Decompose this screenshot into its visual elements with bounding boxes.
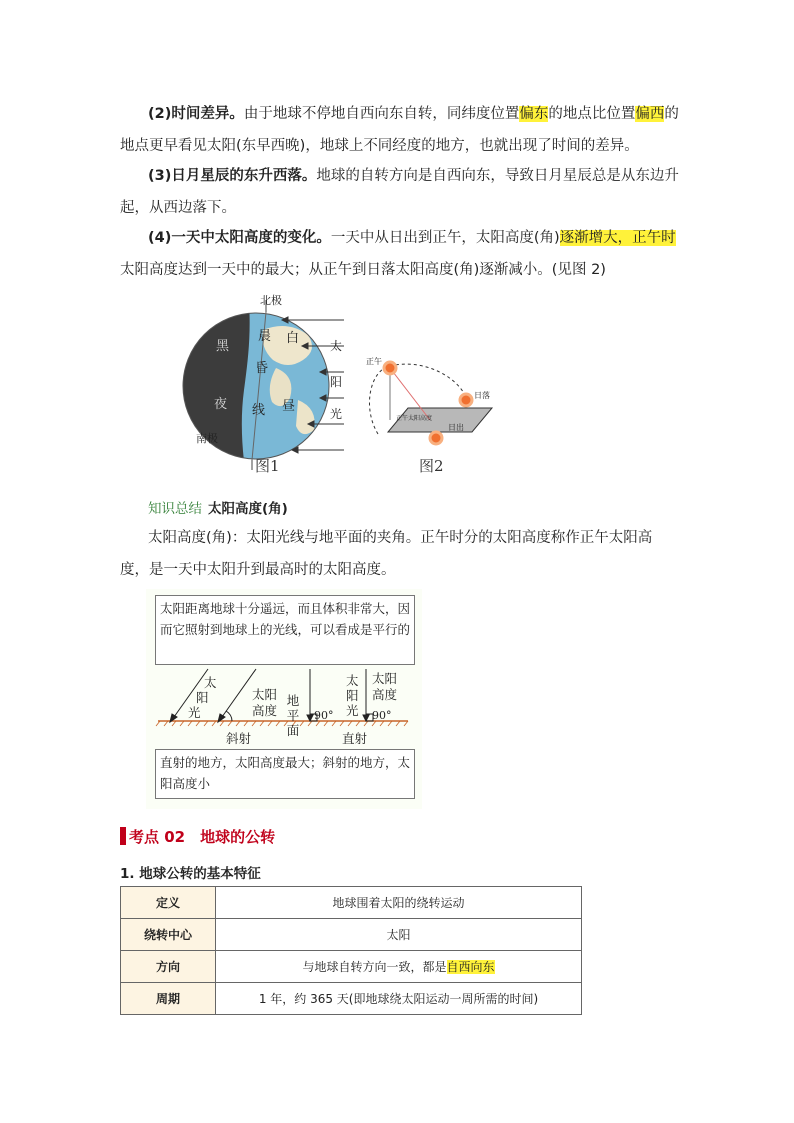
fig1-sun-char-3: 光: [330, 407, 343, 421]
direction-prefix: 与地球自转方向一致，都是: [302, 960, 447, 974]
highlight-increase: 逐渐增大，正午时: [559, 230, 676, 246]
diagram-right-sunlight-char-2: 阳: [346, 688, 359, 703]
fig1-terminator-char-2: 昏: [255, 361, 269, 376]
highlight-west-to-east: 自西向东: [446, 960, 495, 974]
subheading-revolution-features: 1. 地球公转的基本特征: [120, 866, 261, 882]
highlight-west: 偏西: [635, 106, 665, 122]
fig1-north-pole: 北极: [260, 294, 282, 307]
fig2-sunrise-label: 日出: [448, 423, 464, 432]
fig2-noon-altitude-label: 正午太阳高度: [396, 415, 433, 422]
diagram-sunlight-char-1: 太: [204, 675, 217, 690]
diagram-sunlight-left: [188, 675, 218, 720]
diagram-oblique-label: 斜射: [226, 731, 252, 746]
section-marker-icon: [120, 827, 126, 845]
fig1-caption: 图1: [255, 457, 280, 475]
paragraph-time-difference: [120, 98, 680, 162]
para4-lead: (4)一天中太阳高度的变化。: [148, 230, 331, 246]
diagram-ground-char-2: 平: [286, 708, 300, 723]
diagram-altitude-left: [252, 687, 277, 719]
fig1-night-char-1: 黑: [216, 339, 230, 354]
knowledge-body-text: 太阳高度(角)：太阳光线与地平面的夹角。正午时分的太阳高度称作正午太阳高度，是一天中太阳升到最高时的太阳高度。: [120, 530, 653, 578]
diagram-sunlight-char-3: 光: [188, 705, 201, 720]
diagram-ground-char-1: 地: [286, 693, 300, 708]
row-key-definition: 定义: [121, 887, 216, 919]
para2-text-3: 的地点更早看见太阳(东早西晚)，地球上不同经度的地方，也就出现了时间的差异。: [120, 106, 679, 154]
para4-text-1: 一天中从日出到正午，太阳高度(角): [330, 230, 560, 246]
row-value-direction: [216, 951, 582, 983]
fig1-day-char-2: 昼: [282, 399, 296, 414]
diagram-altitude-right-line-2: 高度: [372, 687, 398, 702]
row-key-direction: 方向: [121, 951, 216, 983]
fig1-terminator-char-3: 线: [252, 403, 266, 418]
diagram-right-sunlight-char-3: 光: [346, 703, 359, 718]
diagram-angle-b: 90°: [372, 709, 392, 722]
table-row: [121, 951, 582, 983]
figure-1-earth-day-night: [178, 290, 358, 476]
table-row: [121, 919, 582, 951]
fig1-day-char-1: 白: [286, 331, 300, 346]
knowledge-summary-heading: [148, 497, 288, 517]
fig1-sun-char-2: 阳: [330, 375, 343, 389]
diagram-sunlight-right: [346, 673, 360, 718]
diagram-right-sunlight-char-1: 太: [346, 673, 359, 688]
diagram-direct-label: 直射: [342, 731, 368, 746]
knowledge-tag: 知识总结: [148, 501, 202, 517]
fig2-noon-label: 正午: [366, 357, 382, 366]
row-key-period: 周期: [121, 983, 216, 1015]
para2-text-2: 的地点比位置: [548, 106, 636, 122]
diagram-angle-a: 90°: [314, 709, 334, 722]
revolution-features-table: [120, 886, 582, 1015]
row-value-period: 1 年，约 365 天(即地球绕太阳运动一周所需的时间): [216, 983, 582, 1015]
fig1-terminator-char-1: 晨: [258, 329, 272, 344]
highlight-east: 偏东: [519, 106, 549, 122]
para2-text-1: 由于地球不停地自西向东自转，同纬度位置: [243, 106, 520, 122]
para3-text: 地球的自转方向是自西向东，导致日月星辰总是从东边升起，从西边落下。: [120, 168, 679, 216]
diagram-ground-label: [286, 693, 300, 738]
para4-text-2: 太阳高度达到一天中的最大；从正午到日落太阳高度(角)逐渐减小。(见图 2): [120, 262, 606, 278]
diagram-bottom-note: 直射的地方，太阳高度最大；斜射的地方，太阳高度小: [155, 749, 415, 799]
sun-altitude-diagram: [146, 589, 422, 809]
row-value-center: 太阳: [216, 919, 582, 951]
paragraph-east-rise: [120, 160, 680, 224]
figure-2-sun-path: [360, 348, 502, 452]
table-row: [121, 887, 582, 919]
para2-lead: (2)时间差异。: [148, 106, 244, 122]
fig1-night-char-2: 夜: [214, 397, 228, 412]
diagram-altitude-right: [372, 671, 397, 703]
diagram-altitude-left-line-2: 高度: [252, 703, 278, 718]
paragraph-sun-altitude-change: [120, 222, 680, 286]
table-row: [121, 983, 582, 1015]
diagram-altitude-right-line-1: 太阳: [372, 671, 398, 686]
row-value-definition: 地球围着太阳的绕转运动: [216, 887, 582, 919]
fig2-sunset-label: 日落: [474, 391, 490, 400]
row-key-center: 绕转中心: [121, 919, 216, 951]
fig2-caption: 图2: [419, 457, 444, 475]
knowledge-title: 太阳高度(角): [208, 501, 288, 517]
para3-lead: (3)日月星辰的东升西落。: [148, 168, 317, 184]
diagram-altitude-left-line-1: 太阳: [252, 687, 278, 702]
diagram-sunlight-char-2: 阳: [196, 690, 209, 705]
diagram-top-note: 太阳距离地球十分遥远，而且体积非常大，因而它照射到地球上的光线，可以看成是平行的: [155, 595, 415, 665]
diagram-ground-char-3: 面: [286, 723, 300, 738]
knowledge-body: [120, 522, 680, 586]
fig1-sun-char-1: 太: [330, 339, 343, 353]
section-label: 考点 02 地球的公转: [129, 827, 276, 846]
fig1-south-pole: 南极: [196, 432, 218, 445]
section-heading-revolution: [120, 824, 275, 848]
